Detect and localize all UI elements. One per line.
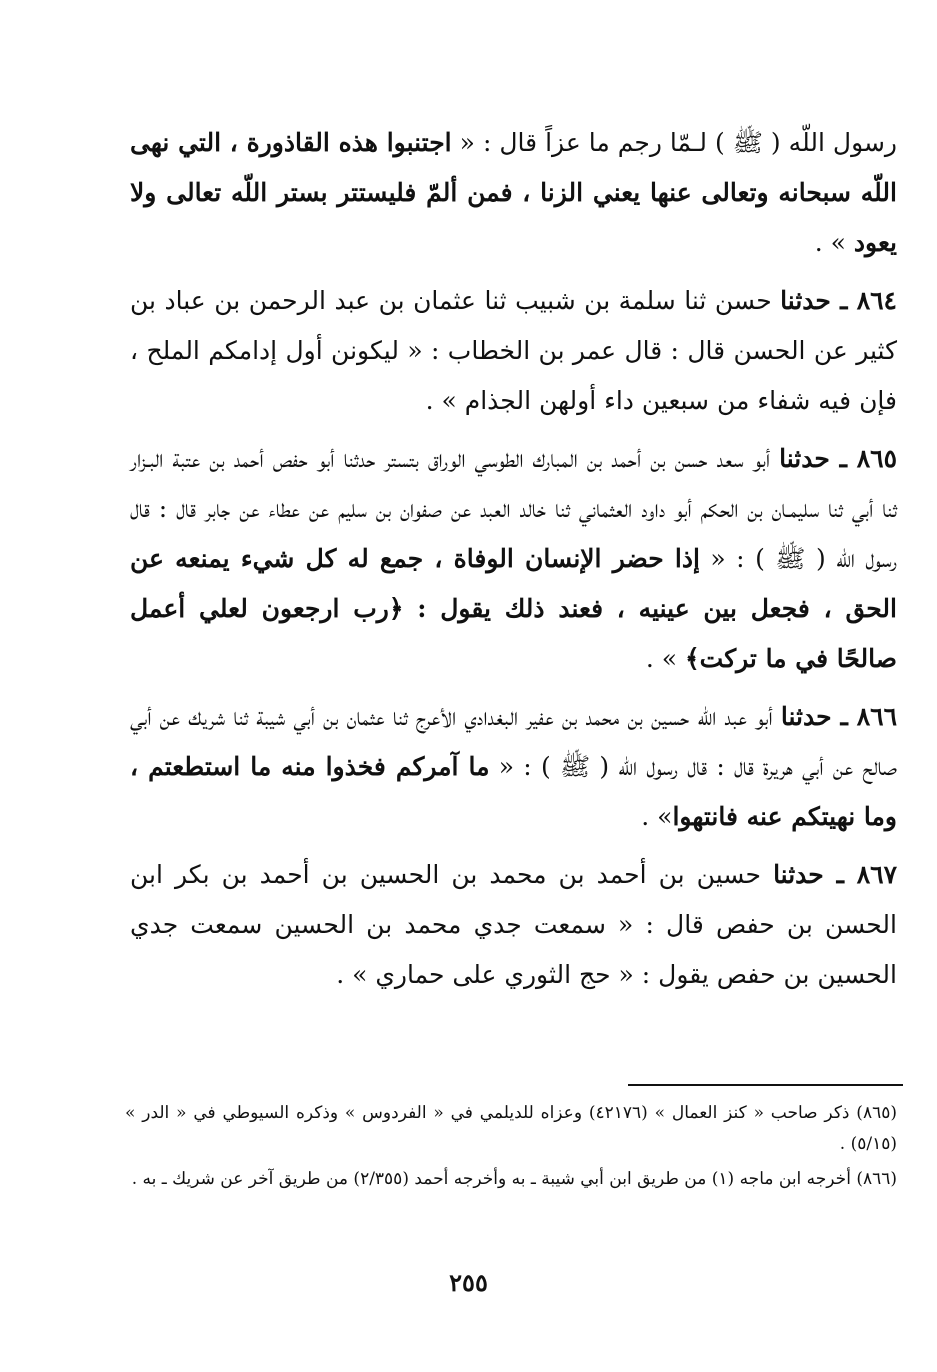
footnote-divider <box>628 1084 903 1086</box>
separator: ـ <box>831 702 857 731</box>
hadith-text: إذا حضر الإنسان الوفاة ، جمع له كل شيء يمنعه عن الحق ، فجعل بين عينيه ، فعند ذلك يقول : ﴿رب ارجعون لعلي أعمل صالحًا في ما تركت﴾ <box>130 544 897 673</box>
separator: ـ <box>823 860 857 889</box>
text-segment: أبو عبد اللّه حسين بن محمد بن عفير البغدادي الأعرج ثنا عثمان بن أبي شيبة ثنا شريك عن أبي صالح عن أبي هريرة قال : قال رسول اللّه ( ﷺ ) : « <box>130 702 897 781</box>
paragraph-continuation <box>130 118 897 268</box>
hadith-866 <box>130 692 897 842</box>
hadith-number: ٨٦٤ <box>856 286 897 315</box>
page-number: ٢٥٥ <box>449 1268 488 1297</box>
hadith-text: اجتنبوا هذه القاذورة ، التي نهى اللّه سبحانه وتعالى عنها يعني الزنا ، فمن ألمّ فليستتر بستر اللّه تعالى ولا يعود <box>130 128 897 257</box>
text-segment: حسين بن أحمد بن محمد بن الحسين بن أحمد بن بكر ابن الحسن بن حفص قال : « سمعت جدي محمد بن الحسين سمعت جدي الحسين بن حفص يقول : « حج الثوري على حماري » . <box>130 860 897 989</box>
narration-heading: حدثنا <box>780 702 832 731</box>
footnote-866: (٨٦٦) أخرجه ابن ماجه (١) من طريق ابن أبي شيبة ـ به وأخرجه أحمد (٢/٣٥٥) من طريق آخر عن شريك ـ به . <box>131 1169 897 1189</box>
separator: ـ <box>829 444 857 473</box>
text-segment: » . <box>814 228 854 257</box>
narration-heading: حدثنا <box>780 286 831 315</box>
hadith-number: ٨٦٧ <box>856 860 898 889</box>
hadith-864 <box>130 276 897 426</box>
text-segment: أبو سعد حسن بن أحمد بن المبارك الطوسي الوراق بتستر حدثنا أبو حفص أحمد بن عتبة البـزار ثنا أبي ثنا سليمـان بن الحكم أبو داود العثماني ثنا خالد العبد عن صفوان بن سليم عن عطاء عن جابر قال : قال رسول اللّه ( ﷺ ) : « <box>130 444 897 573</box>
footnotes <box>125 1098 897 1199</box>
text-segment: رسول اللّه ( ﷺ ) لـمّا رجم ما عزاً قال : « <box>451 128 898 157</box>
narration-heading: حدثنا <box>773 860 824 889</box>
hadith-number: ٨٦٥ <box>856 444 898 473</box>
hadith-number: ٨٦٦ <box>856 702 898 731</box>
main-text <box>130 118 897 1008</box>
narration-heading: حدثنا <box>779 444 830 473</box>
text-segment: » . <box>645 644 686 673</box>
text-segment: » . <box>641 802 673 831</box>
footnote-865: (٨٦٥) ذكر صاحب « كنز العمال » (٤٢١٧٦) وعزاه للديلمي في « الفردوس » وذكره السيوطي في « الدر » (٥/١٥) . <box>125 1103 897 1154</box>
hadith-867 <box>130 850 897 1000</box>
text-segment: حسن ثنا سلمة بن شبيب ثنا عثمان بن عبد الرحمن بن عباد بن كثير عن الحسن قال : قال عمر بن الخطاب : « ليكونن أول إدامكم الملح ، فإن فيه شفاء من سبعين داء أولهن الجذام » . <box>130 286 897 415</box>
hadith-text: ما آمركم فخذوا منه ما استطعتم ، وما نهيتكم عنه فانتهوا <box>130 752 897 831</box>
hadith-865 <box>130 434 897 684</box>
separator: ـ <box>830 286 857 315</box>
